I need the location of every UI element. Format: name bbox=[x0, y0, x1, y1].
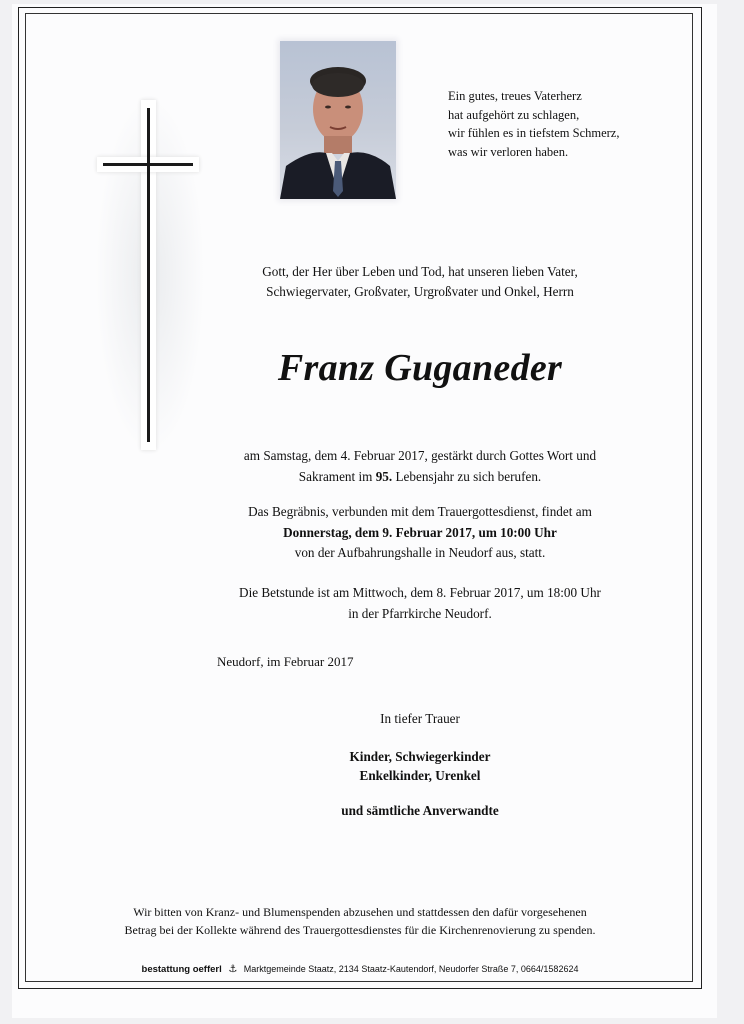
request-line: Wir bitten von Kranz- und Blumenspenden abzusehen und stattdessen den dafür vorgesehenen bbox=[133, 905, 587, 919]
family-list bbox=[300, 747, 540, 785]
poem bbox=[448, 87, 658, 161]
family-line: Kinder, Schwiegerkinder bbox=[349, 749, 491, 764]
funeral-home-address: Marktgemeinde Staatz, 2134 Staatz-Kautendorf, Neudorfer Straße 7, 0664/1582624 bbox=[243, 964, 579, 974]
intro-line: Gott, der Her über Leben und Tod, hat unseren lieben Vater, bbox=[262, 264, 578, 279]
funeral-home-brand: bestattung oefferl bbox=[141, 964, 222, 975]
age: 95. bbox=[375, 468, 393, 484]
relatives-text: und sämtliche Anverwandte bbox=[341, 803, 499, 818]
poem-line: was wir verloren haben. bbox=[448, 144, 569, 159]
footer bbox=[60, 964, 660, 975]
donation-request bbox=[60, 904, 660, 939]
prayer-line: in der Pfarrkirche Neudorf. bbox=[348, 605, 492, 621]
portrait-photo bbox=[280, 41, 396, 199]
boat-icon: ⚓ bbox=[228, 964, 238, 975]
death-notice-text: Sakrament im bbox=[298, 468, 376, 484]
prayer-line: Die Betstunde ist am Mittwoch, dem 8. Februar 2017, um 18:00 Uhr bbox=[239, 585, 601, 600]
family-line: Enkelkinder, Urenkel bbox=[359, 768, 481, 783]
death-notice-text: Lebensjahr zu sich berufen. bbox=[392, 468, 542, 484]
cross-icon-bar bbox=[103, 163, 193, 166]
intro-line: Schwiegervater, Großvater, Urgroßvater und Onkel, Herrn bbox=[266, 284, 574, 299]
mourning-text: In tiefer Trauer bbox=[380, 711, 460, 726]
death-notice bbox=[180, 446, 660, 487]
funeral-date-time: Donnerstag, dem 9. Februar 2017, um 10:00 Uhr bbox=[283, 524, 557, 540]
poem-line: wir fühlen es in tiefstem Schmerz, bbox=[448, 126, 620, 140]
request-line: Betrag bei der Kollekte während des Trauergottesdienstes für die Kirchenrenovierung zu spenden. bbox=[124, 922, 596, 937]
deceased-name: Franz Guganeder bbox=[277, 347, 563, 389]
place-date: Neudorf, im Februar 2017 bbox=[217, 654, 354, 669]
funeral-info bbox=[180, 502, 660, 564]
prayer-info bbox=[180, 583, 660, 624]
cross-icon bbox=[147, 108, 150, 442]
death-notice-line bbox=[180, 467, 660, 488]
funeral-line: von der Aufbahrungshalle in Neudorf aus, statt. bbox=[294, 545, 546, 560]
death-notice-line: am Samstag, dem 4. Februar 2017, gestärkt durch Gottes Wort und bbox=[243, 448, 597, 463]
intro-text bbox=[200, 262, 640, 302]
poem-line: Ein gutes, treues Vaterherz bbox=[448, 89, 582, 103]
funeral-line: Das Begräbnis, verbunden mit dem Trauergottesdienst, findet am bbox=[248, 504, 592, 519]
poem-line: hat aufgehört zu schlagen, bbox=[448, 107, 580, 122]
portrait-illustration bbox=[280, 41, 396, 199]
